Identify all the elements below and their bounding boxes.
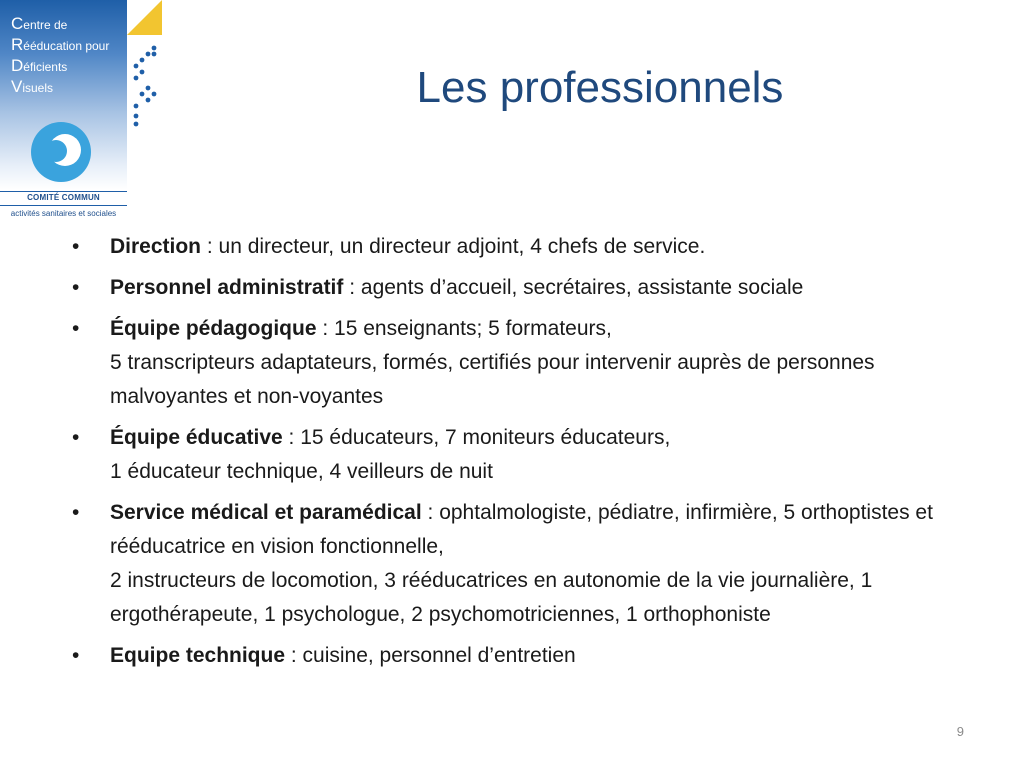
bullet-icon: • — [72, 276, 80, 299]
bullet-text: : agents d’accueil, secrétaires, assistante sociale — [343, 276, 804, 299]
logo-divider — [0, 191, 127, 192]
bullet-term: Equipe technique — [110, 644, 286, 667]
logo-name-line: Visuels — [11, 77, 54, 96]
slide-title: Les professionnels — [416, 63, 784, 112]
logo-divider — [0, 205, 127, 206]
bullet-item-personnel-administratif — [72, 271, 977, 305]
bullet-term: Direction — [110, 235, 202, 258]
bullet-text: : 15 éducateurs, 7 moniteurs éducateurs, — [282, 426, 671, 449]
logo-yellow-corner — [127, 0, 162, 35]
logo-comite-text: COMITÉ COMMUN — [27, 193, 100, 202]
bullet-term: Équipe pédagogique — [110, 317, 317, 340]
bullet-continuation: 1 éducateur technique, 4 veilleurs de nuit — [110, 460, 493, 483]
bullet-continuation: 2 instructeurs de locomotion, 3 rééducatrices en autonomie de la vie journalière, 1 ergothérapeute, 1 psychologue, 2 psychomotriciennes, 1 orthophoniste — [110, 569, 873, 626]
logo-activites-text: activités sanitaires et sociales — [10, 209, 117, 218]
bullet-list — [72, 230, 977, 680]
logo-name-text — [11, 14, 109, 98]
bullet-text: : 15 enseignants; 5 formateurs, — [316, 317, 612, 340]
bullet-continuation: 5 transcripteurs adaptateurs, formés, certifiés pour intervenir auprès de personnes malvoyantes et non-voyantes — [110, 351, 875, 408]
bullet-text: : cuisine, personnel d’entretien — [285, 644, 576, 667]
organization-logo — [0, 0, 162, 222]
bullet-item-equipe-educative — [72, 421, 977, 489]
bullet-item-equipe-pedagogique — [72, 312, 977, 414]
eye-symbol-icon — [29, 120, 93, 184]
bullet-term: Équipe éducative — [110, 426, 283, 449]
bullet-item-direction — [72, 230, 977, 264]
logo-name-line: Rééducation pour — [11, 35, 110, 54]
braille-dots-icon — [130, 44, 160, 129]
bullet-icon: • — [72, 317, 80, 340]
bullet-term: Personnel administratif — [110, 276, 344, 299]
bullet-text: : ophtalmologiste, pédiatre, infirmière, 5 orthoptistes et rééducatrice en vision fonctionnelle, — [110, 501, 933, 558]
bullet-item-equipe-technique — [72, 639, 977, 673]
bullet-icon: • — [72, 426, 80, 449]
page-number: 9 — [956, 724, 964, 739]
bullet-icon: • — [72, 501, 80, 524]
logo-name-line: Centre de — [11, 14, 68, 33]
bullet-term: Service médical et paramédical — [110, 501, 422, 524]
bullet-icon: • — [72, 235, 80, 258]
bullet-icon: • — [72, 644, 80, 667]
bullet-text: : un directeur, un directeur adjoint, 4 chefs de service. — [201, 235, 706, 258]
bullet-item-service-medical — [72, 496, 977, 632]
logo-name-line: Déficients — [11, 56, 68, 75]
